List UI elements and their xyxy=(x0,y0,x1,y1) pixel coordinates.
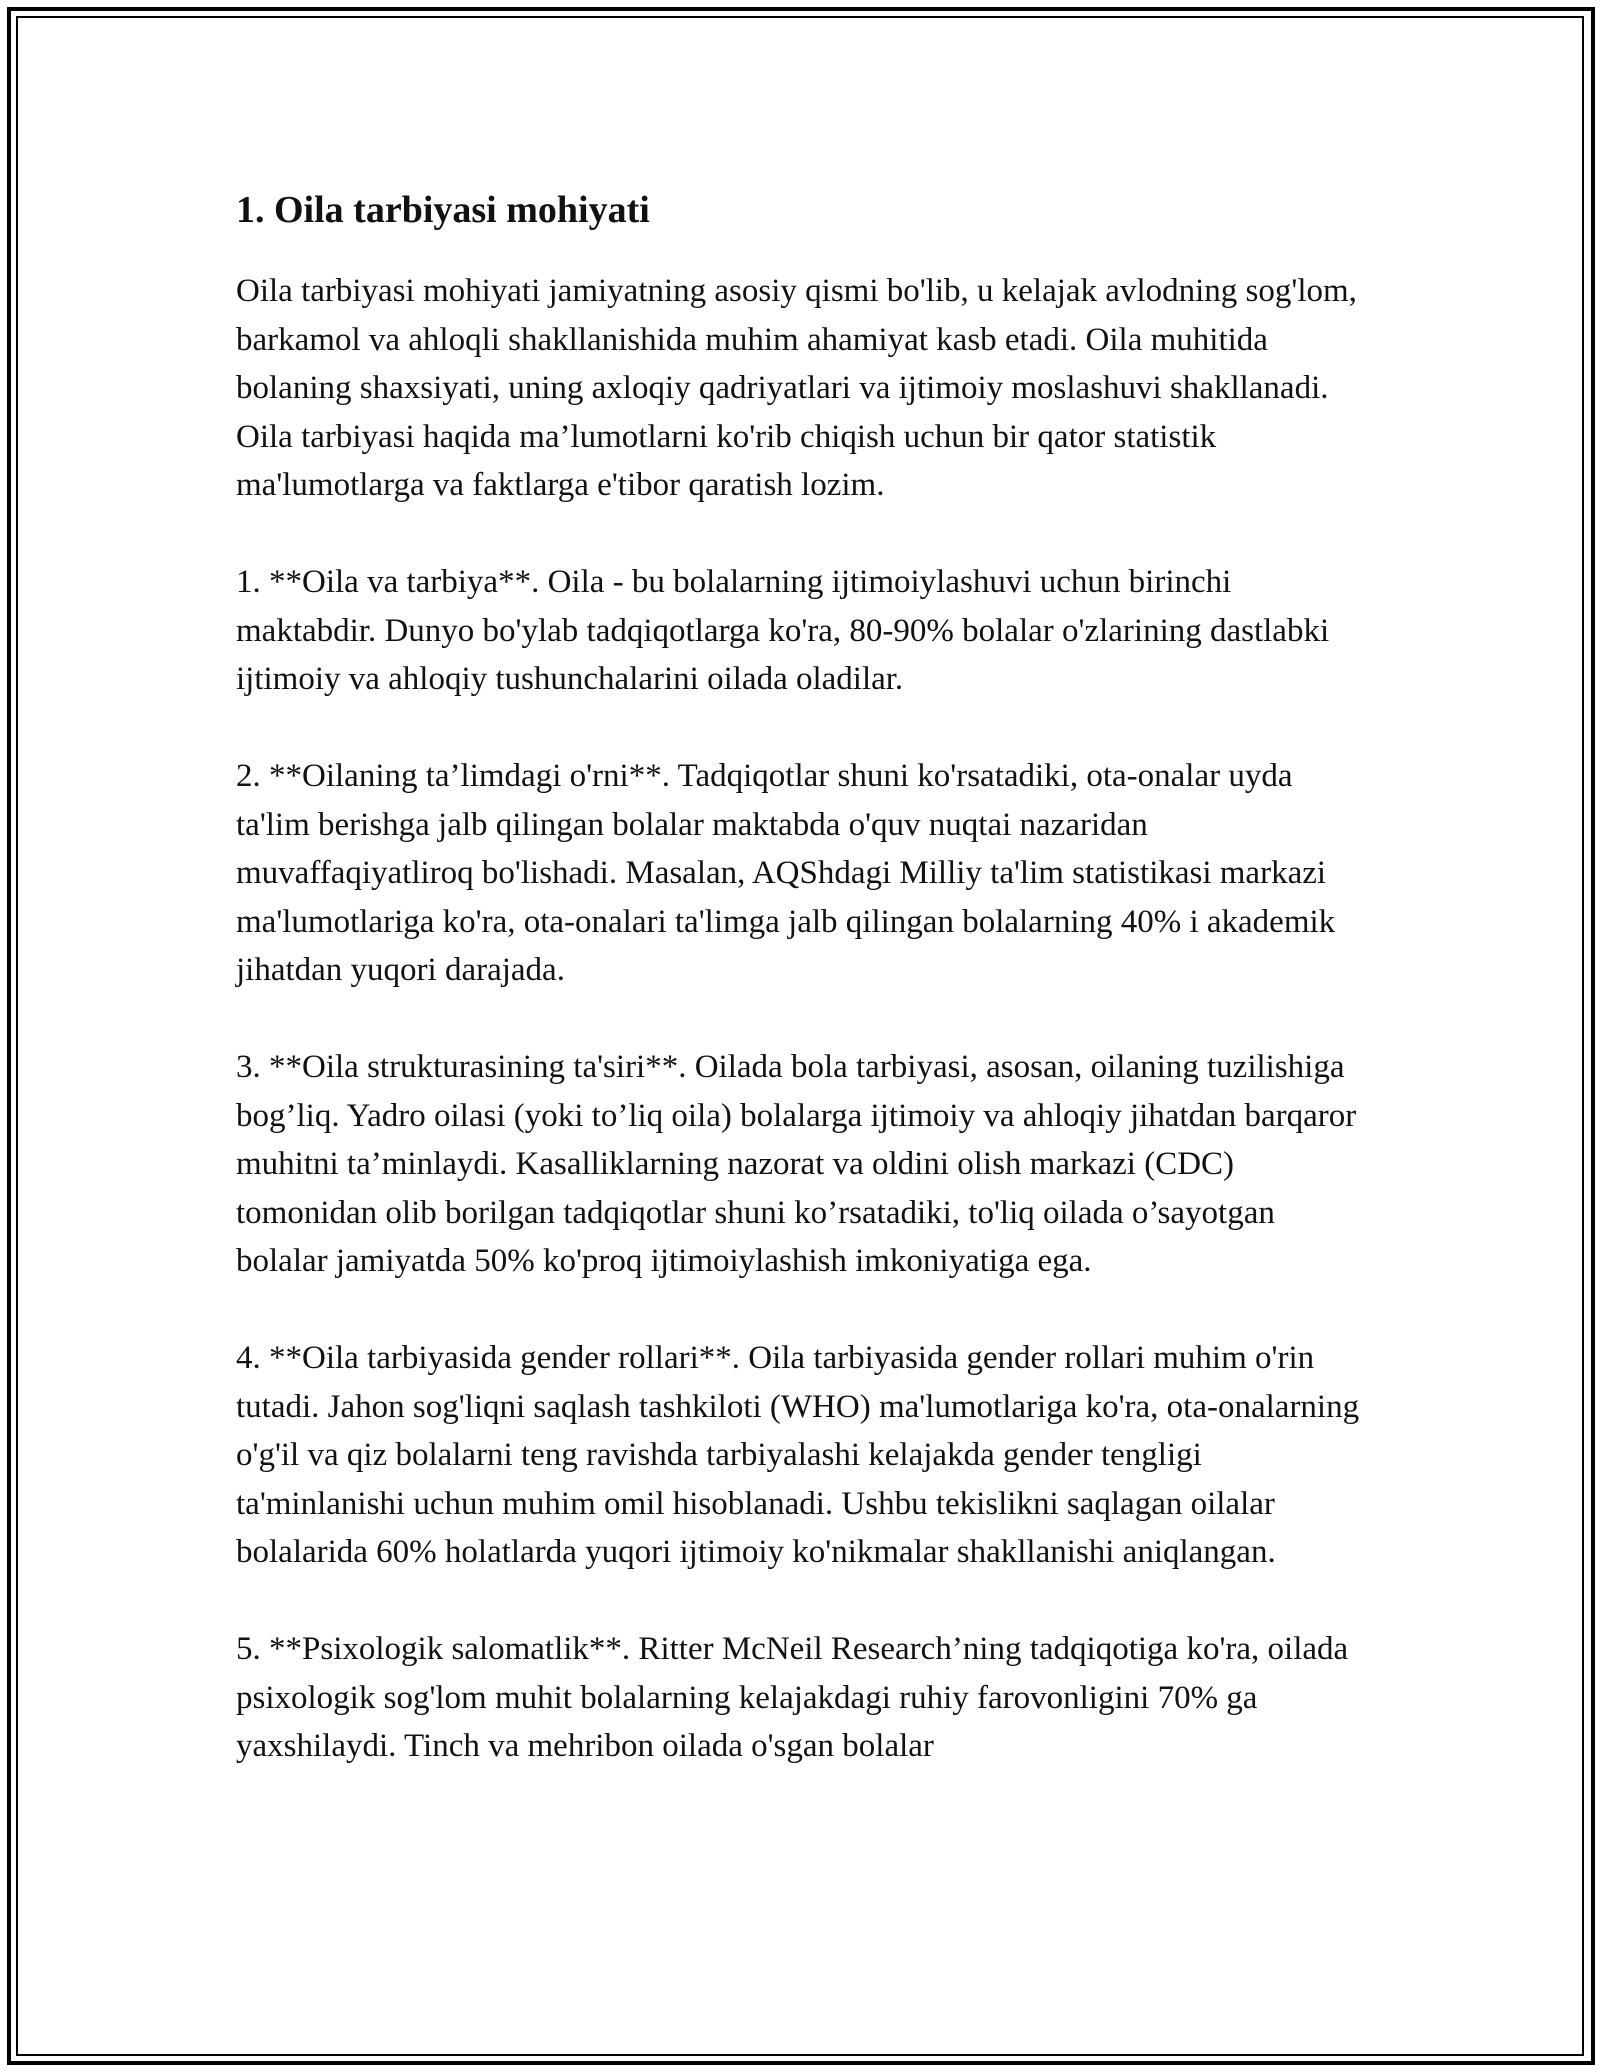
document-body xyxy=(236,186,1366,1819)
point-family-and-upbringing: 1. **Oila va tarbiya**. Oila - bu bolalarning ijtimoiylashuvi uchun birinchi maktabdir. Dunyo bo'ylab tadqiqotlarga ko'ra, 80-90% bolalar o'zlarining dastlabki ijtimoiy va ahloqiy tushunchalarini oilada oladilar. xyxy=(236,564,1330,697)
point-gender-roles: 4. **Oila tarbiyasida gender rollari**. Oila tarbiyasida gender rollari muhim o'rin tutadi. Jahon sog'liqni saqlash tashkiloti (WHO) ma'lumotlariga ko'ra, ota-onalarning o'g'il va qiz bolalarni teng ravishda tarbiyalashi kelajakda gender tengligi ta'minlanishi uchun muhim omil hisoblanadi. Ushbu tekislikni saqlagan oilalar bolalarida 60% holatlarda yuqori ijtimoiy ko'nikmalar shakllanishi aniqlangan. xyxy=(236,1340,1360,1570)
point-family-role-in-education: 2. **Oilaning ta’limdagi o'rni**. Tadqiqotlar shuni ko'rsatadiki, ota-onalar uyda ta'lim berishga jalb qilingan bolalar maktabda o'quv nuqtai nazaridan muvaffaqiyatliroq bo'lishadi. Masalan, AQShdagi Milliy ta'lim statistikasi markazi ma'lumotlariga ko'ra, ota-onalari ta'limga jalb qilingan bolalarning 40% i akademik jihatdan yuqori darajada. xyxy=(236,758,1336,988)
point-family-structure: 3. **Oila strukturasining ta'siri**. Oilada bola tarbiyasi, asosan, oilaning tuzilishiga bog’liq. Yadro oilasi (yoki to’liq oila) bolalarga ijtimoiy va ahloqiy jihatdan barqaror muhitni ta’minlaydi. Kasalliklarning nazorat va oldini olish markazi (CDC) tomonidan olib borilgan tadqiqotlar shuni ko’rsatadiki, to'liq oilada o’sayotgan bolalar jamiyatda 50% ko'proq ijtimoiylashish imkoniyatiga ega. xyxy=(236,1049,1357,1279)
point-psychological-health: 5. **Psixologik salomatlik**. Ritter McNeil Research’ning tadqiqotiga ko'ra, oilada psixologik sog'lom muhit bolalarning kelajakdagi ruhiy farovonligini 70% ga yaxshilaydi. Tinch va mehribon oilada o'sgan bolalar xyxy=(236,1631,1349,1764)
section-heading: 1. Oila tarbiyasi mohiyati xyxy=(236,189,650,231)
intro-paragraph: Oila tarbiyasi mohiyati jamiyatning asosiy qismi bo'lib, u kelajak avlodning sog'lom, barkamol va ahloqli shakllanishida muhim ahamiyat kasb etadi. Oila muhitida bolaning shaxsiyati, uning axloqiy qadriyatlari va ijtimoiy moslashuvi shakllanadi. Oila tarbiyasi haqida ma’lumotlarni ko'rib chiqish uchun bir qator statistik ma'lumotlarga va faktlarga e'tibor qaratish lozim. xyxy=(236,273,1357,503)
